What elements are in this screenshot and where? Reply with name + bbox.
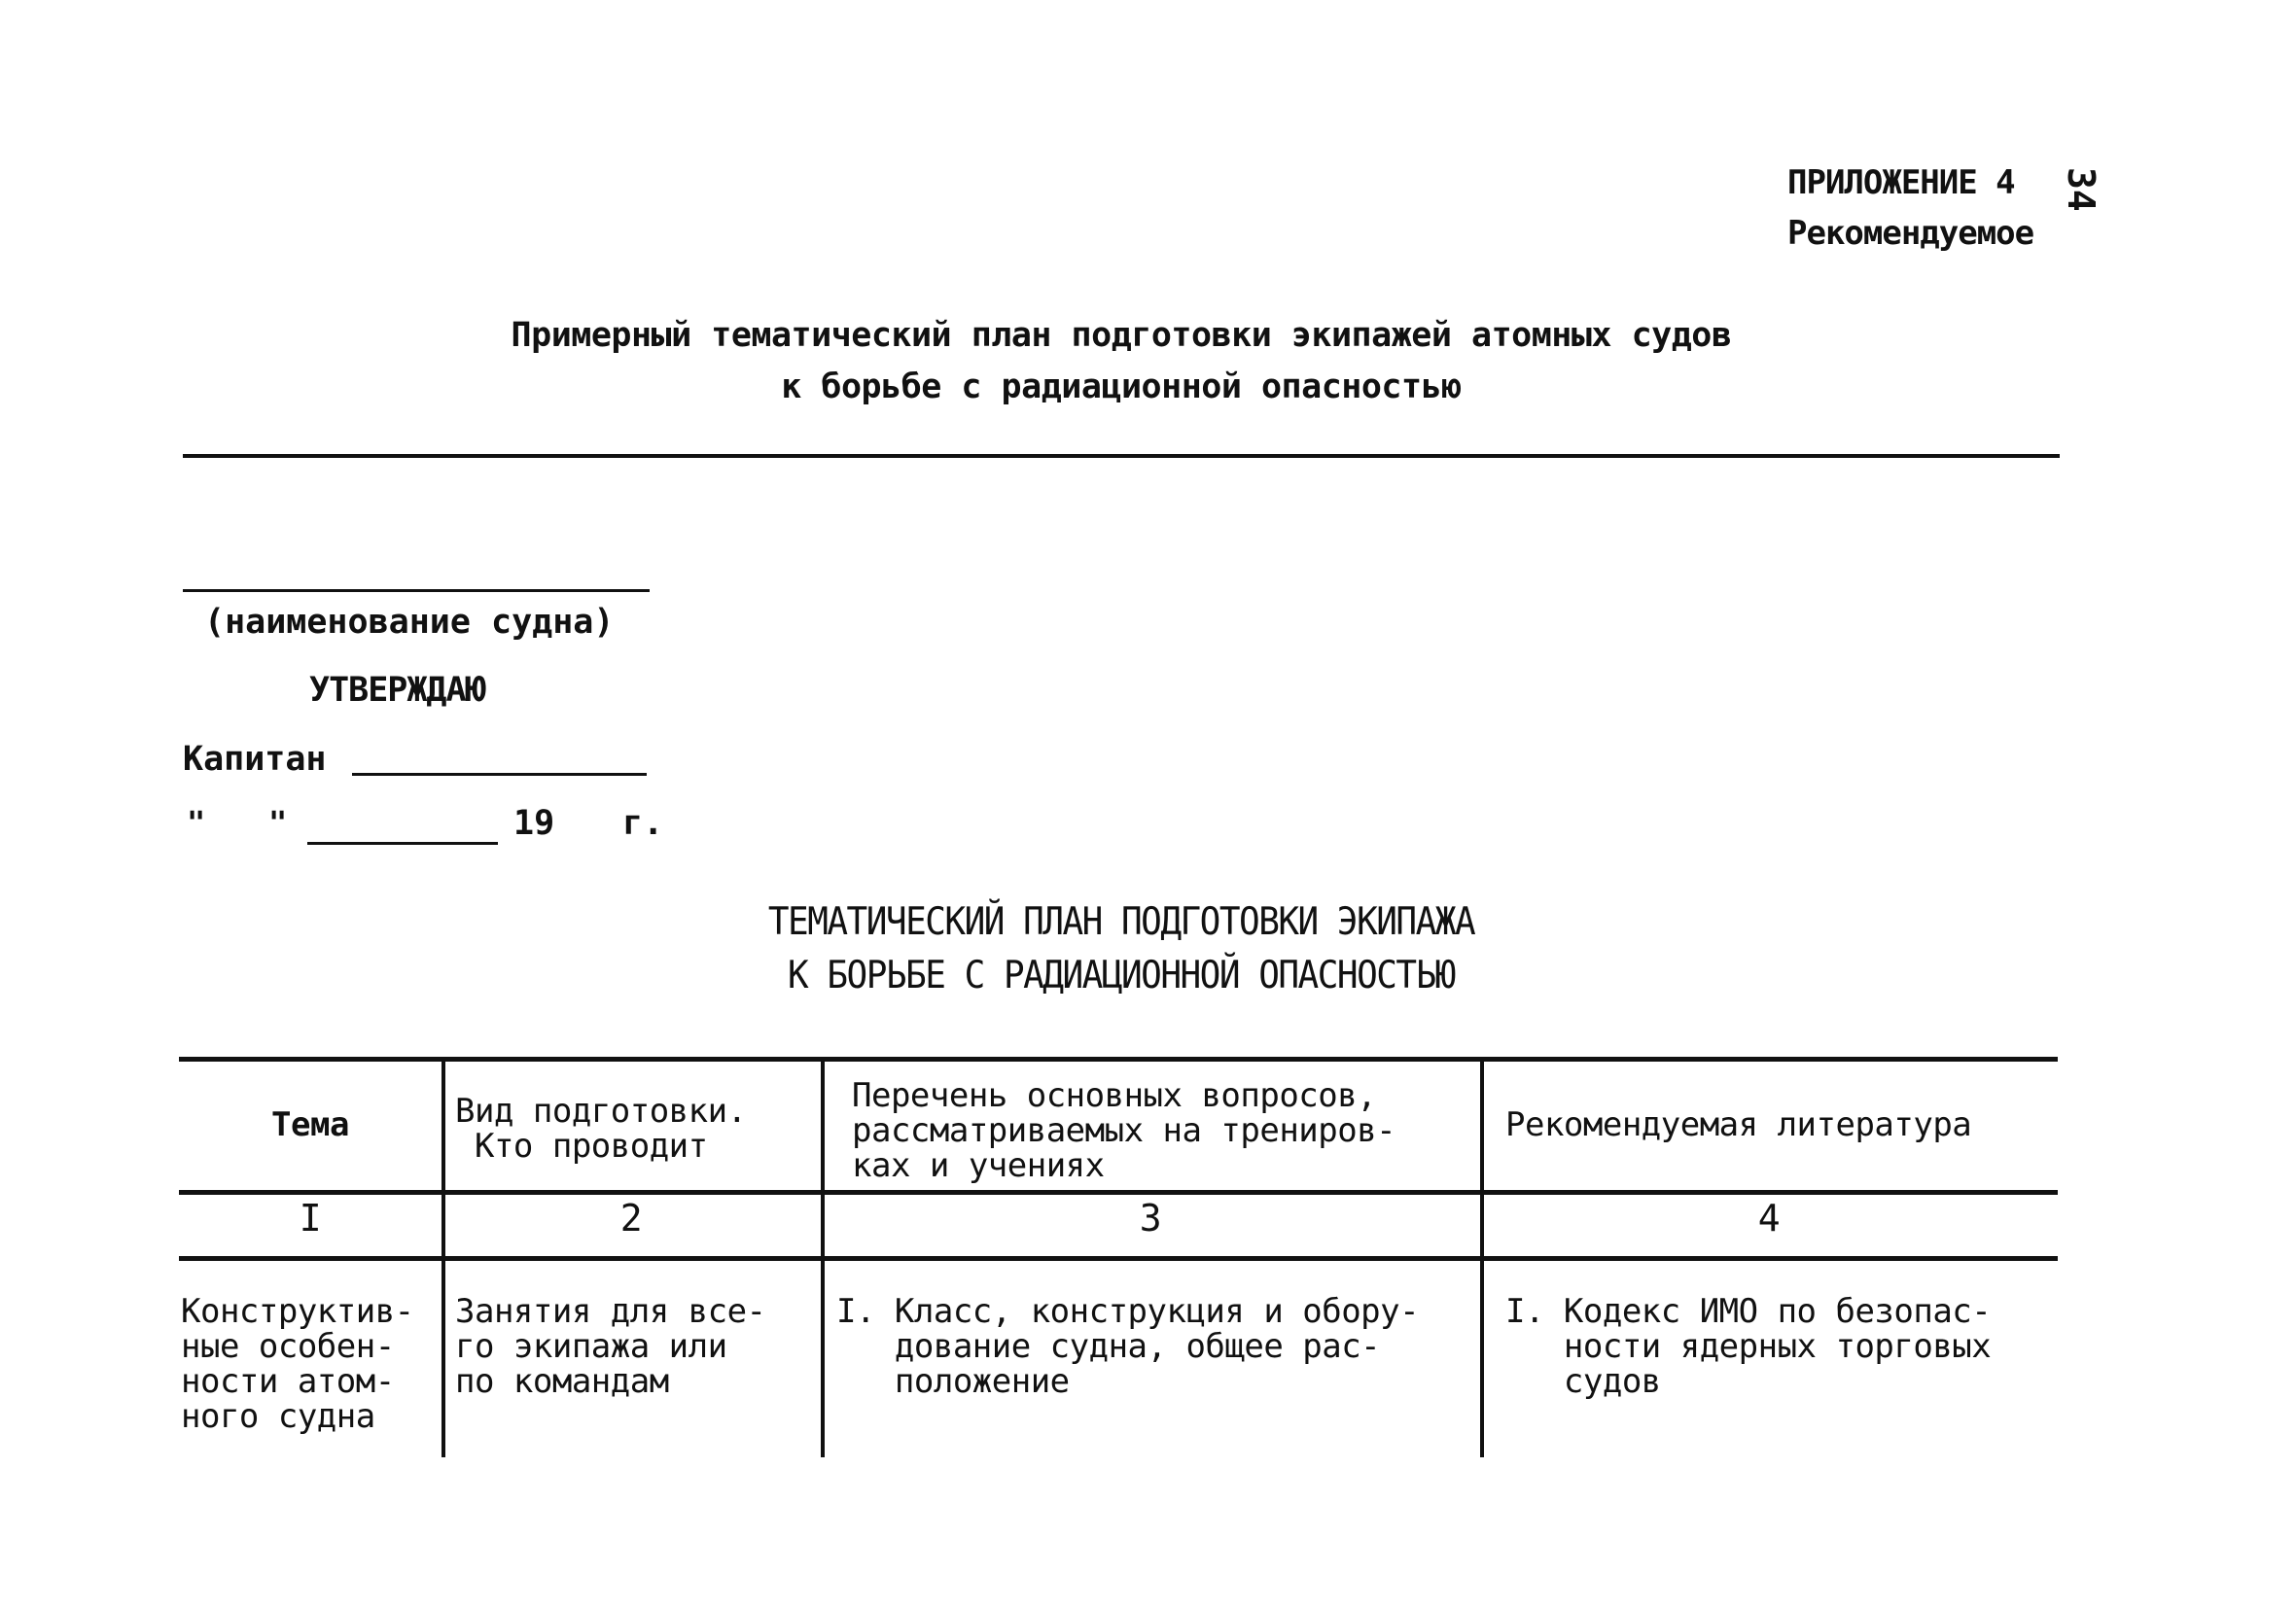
table-number-rule [179,1256,2058,1261]
date-month-line [307,842,498,845]
training-plan-table [179,1057,2058,1455]
header-topic: Тема [271,1105,349,1144]
date-quote-close: " [268,804,288,841]
title-divider [183,454,2060,458]
column-divider-2 [821,1057,825,1457]
page-number: 34 [2060,167,2102,212]
date-year-suffix: г. [622,804,664,843]
document-title-line-1: Примерный тематический план подготовки экипажей атомных судов [511,316,1732,355]
column-number-1: I [299,1197,322,1240]
table-cell-questions: I. Класс, конструкция и обору- дование судна, общее рас- положение [836,1292,1420,1401]
captain-signature-line [352,773,647,776]
header-training-type: Вид подготовки. Кто проводит [455,1092,747,1166]
column-divider-1 [442,1057,445,1457]
column-number-3: 3 [1139,1197,1162,1240]
plan-title-line-2: К БОРЬБЕ С РАДИАЦИОННОЙ ОПАСНОСТЬЮ [788,953,1455,998]
column-number-2: 2 [619,1197,643,1240]
column-number-4: 4 [1757,1197,1781,1240]
vessel-name-line [183,589,650,592]
table-cell-training: Занятия для все- го экипажа или по командам [455,1292,766,1401]
header-questions: Перечень основных вопросов, рассматриваемых на трениров- ках и учениях [852,1076,1396,1185]
appendix-label: ПРИЛОЖЕНИЕ 4 [1787,163,2015,202]
date-year-prefix: 19 [513,804,555,843]
recommended-label: Рекомендуемое [1787,214,2034,253]
table-top-rule [179,1057,2058,1062]
table-header-rule [179,1190,2058,1195]
column-divider-3 [1480,1057,1484,1457]
plan-title-line-1: ТЕМАТИЧЕСКИЙ ПЛАН ПОДГОТОВКИ ЭКИПАЖА [767,899,1475,945]
date-quote-open: " [187,804,206,841]
vessel-name-caption: (наименование судна) [204,603,615,642]
document-title-line-2: к борьбе с радиационной опасностью [781,367,1462,406]
captain-label: Капитан [183,740,327,779]
header-literature: Рекомендуемая литература [1505,1105,1972,1144]
approval-heading: УТВЕРЖДАЮ [309,671,485,710]
table-cell-topic: Конструктив- ные особен- ности атом- ного судна [181,1292,414,1436]
table-cell-literature: I. Кодекс ИМО по безопас- ности ядерных торговых судов [1505,1292,1992,1401]
